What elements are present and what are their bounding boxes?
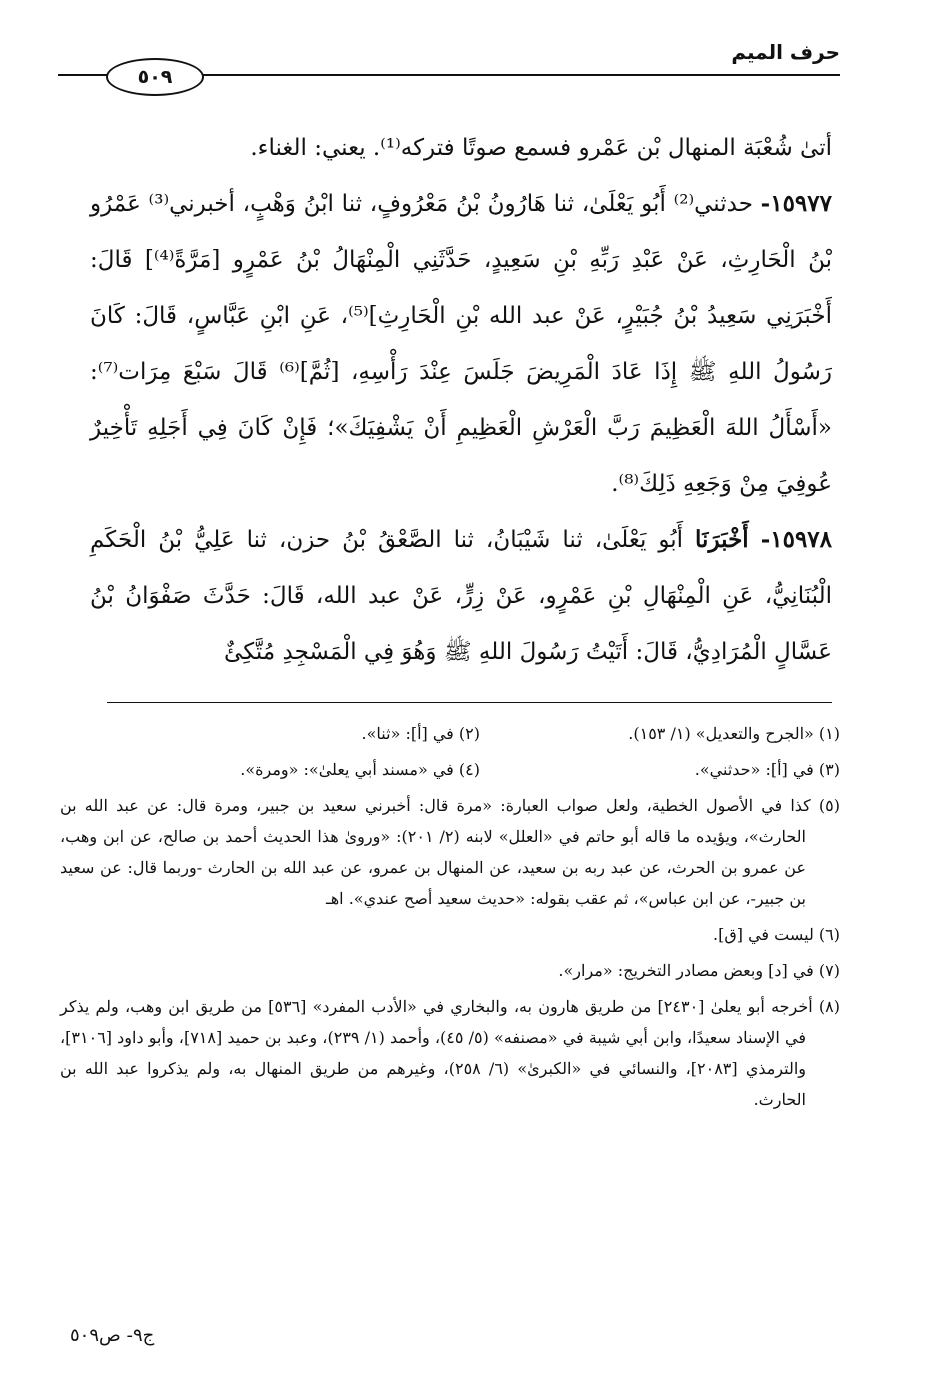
hadith-number: ١٥٩٧٨-: [760, 526, 833, 553]
footnote-1: (١) «الجرح والتعديل» (١/ ١٥٣).: [628, 724, 840, 743]
main-text: [90, 120, 832, 680]
hadith-15977: [90, 176, 832, 512]
volume-page-reference: ج٩- ص٥٠٩: [70, 1325, 155, 1346]
hadith-15978: [90, 512, 832, 680]
hadith-text: حدثني⁽²⁾ أَبُو يَعْلَىٰ، ثنا هَارُونُ بْنُ مَعْرُوفٍ، ثنا ابْنُ وَهْبٍ، أخبرني⁽³⁾ عَمْرُو بْنُ الْحَارِثِ، عَنْ عَبْدِ رَبِّهِ بْنِ سَعِيدٍ، حَدَّثَنِي الْمِنْهَالُ بْنُ عَمْرٍو [مَرَّةً⁽⁴⁾] قَالَ: أَخْبَرَنِي سَعِيدُ بْنُ جُبَيْرٍ، عَنْ عبد الله بْنِ الْحَارِثِ]⁽⁵⁾، عَنِ ابْنِ عَبَّاسٍ، قَالَ: كَانَ رَسُولُ اللهِ ﷺ إِذَا عَادَ الْمَرِيضَ جَلَسَ عِنْدَ رَأْسِهِ، [ثُمَّ]⁽⁶⁾ قَالَ سَبْعَ مِرَات⁽⁷⁾: «أَسْأَلُ اللهَ الْعَظِيمَ رَبَّ الْعَرْشِ الْعَظِيمِ أَنْ يَشْفِيَكَ»؛ فَإِنْ كَانَ فِي أَجَلِهِ تَأْخِيرٌ عُوفِيَ مِنْ وَجَعِهِ ذَلِكَ⁽⁸⁾.: [90, 191, 833, 497]
footnotes: [60, 718, 840, 1120]
footnote-2: (٢) في [أ]: «ثنا».: [361, 724, 480, 743]
footnote-4: (٤) في «مسند أبي يعلىٰ»: «ومرة».: [240, 760, 480, 779]
footnote-3: (٣) في [أ]: «حدثني».: [694, 760, 840, 779]
hadith-lead-word: أَخْبَرَنَا: [695, 526, 749, 553]
hadith-number: ١٥٩٧٧-: [760, 190, 832, 217]
footnote-7: (٧) في [د] وبعض مصادر التخريج: «مرار».: [558, 961, 840, 980]
hadith-text: أَبُو يَعْلَىٰ، ثنا شَيْبَانُ، ثنا الصَّعْقُ بْنُ حزن، ثنا عَلِيُّ بْنُ الْحَكَمِ الْبُنَانِيُّ، عَنِ الْمِنْهَالِ بْنِ عَمْرٍو، عَنْ زِرٍّ، عَنْ عبد الله، قَالَ: حَدَّثَ صَفْوَانُ بْنُ عَسَّالٍ الْمُرَادِيُّ، قَالَ: أَتَيْتُ رَسُولَ اللهِ ﷺ وَهُوَ فِي الْمَسْجِدِ مُتَّكِئٌ: [90, 527, 832, 665]
footnote-row: [60, 754, 840, 790]
chapter-title: حرف الميم: [731, 40, 840, 64]
footnote-8: (٨) أخرجه أبو يعلىٰ [٢٤٣٠] من طريق هارون به، والبخاري في «الأدب المفرد» [٥٣٦] من طريق ابن وهب، ولم يذكر في الإسناد سعيدًا، وابن أبي شيبة في «مصنفه» (٥/ ٤٥)، وأحمد (١/ ٢٣٩)، وعبد بن حميد [٧١٨]، وأبو داود [٣١٠٦]، والترمذي [٢٠٨٣]، والنسائي في «الكبرىٰ» (٦/ ٢٥٨)، وغيرهم من طريق المنهال به، ولم يذكروا عبد الله بن الحارث.: [60, 997, 841, 1109]
footnote-separator: [107, 702, 832, 703]
footnote-5: (٥) كذا في الأصول الخطية، ولعل صواب العبارة: «مرة قال: أخبرني سعيد بن جبير، ومرة قال: عن عبد الله بن الحارث»، ويؤيده ما قاله أبو حاتم في «العلل» لابنه (٢/ ٢٠١): «وروىٰ هذا الحديث أحمد بن صالح، عن ابن وهب، عن عمرو بن الحرث، عن عبد ربه بن سعيد، عن المنهال بن عمرو، عن عبد الله بن الحارث -وربما قال: عن سعيد بن جبير-، عن ابن عباس»، ثم عقب بقوله: «حديث سعيد أصح عندي». اهـ: [60, 796, 840, 908]
footnote-6: (٦) ليست في [ق].: [713, 925, 840, 944]
paragraph-intro: أتىٰ شُعْبَة المنهال بْن عَمْرو فسمع صوتًا فتركه⁽¹⁾. يعني: الغناء.: [250, 135, 832, 161]
footnote-row: [60, 718, 840, 754]
page-number: ٥٠٩: [106, 58, 204, 96]
page-header: [58, 38, 840, 108]
